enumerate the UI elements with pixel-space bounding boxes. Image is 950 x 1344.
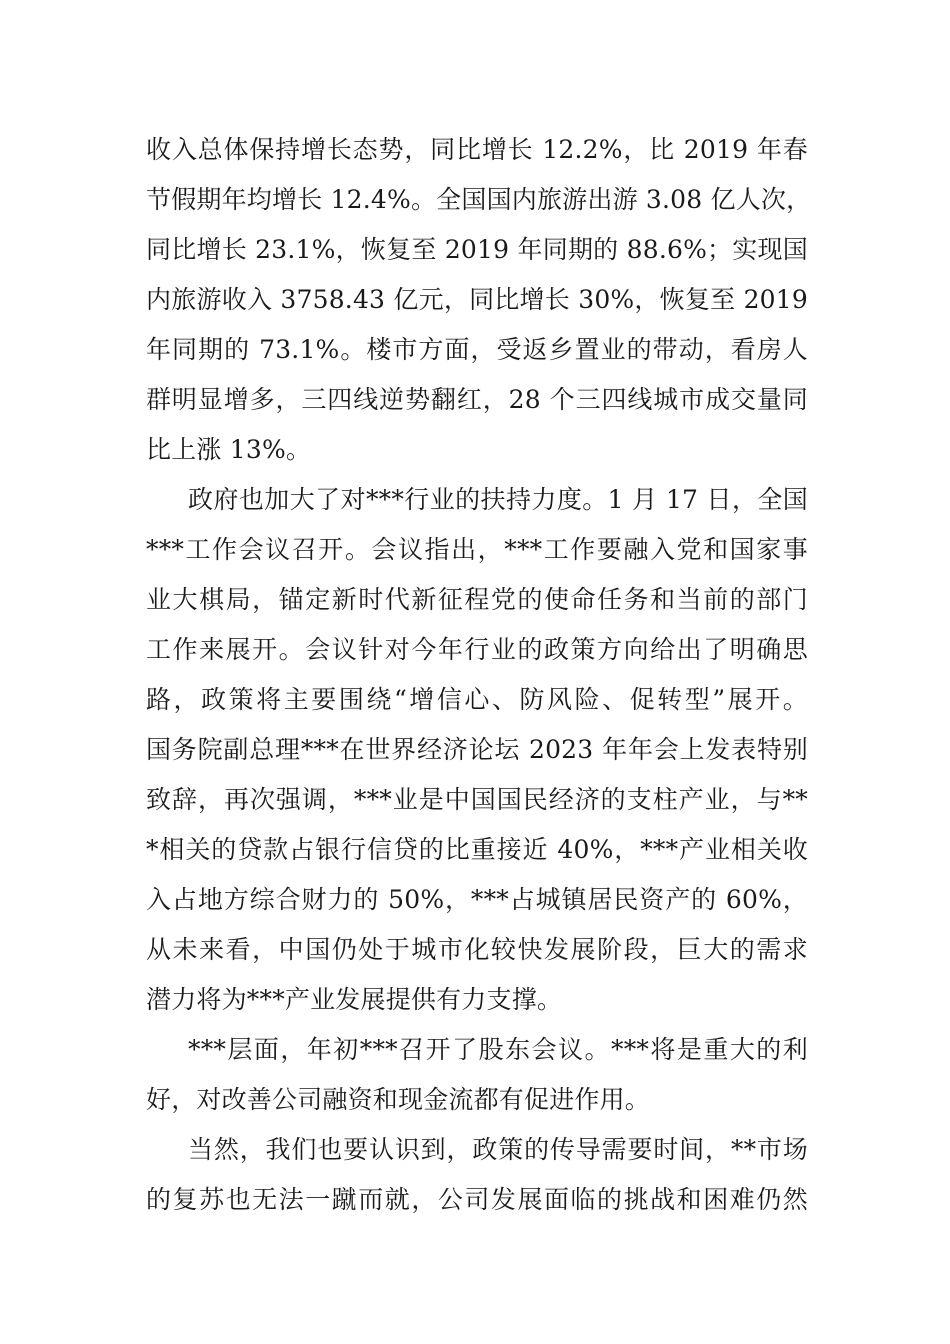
text-line: *相关的贷款占银行信贷的比重接近 40%，***产业相关收 <box>146 835 808 864</box>
text-line: 群明显增多，三四线逆势翻红，28 个三四线城市成交量同 <box>146 385 808 414</box>
text-line: 国务院副总理***在世界经济论坛 2023 年年会上发表特别 <box>146 735 808 764</box>
paragraph-government-support <box>146 475 808 1025</box>
text-line: 节假期年均增长 12.4%。全国国内旅游出游 3.08 亿人次， <box>146 185 812 214</box>
text-line: 同比增长 23.1%，恢复至 2019 年同期的 88.6%；实现国 <box>146 235 808 264</box>
document-body <box>146 125 812 1225</box>
text-line: 好，对改善公司融资和现金流都有促进作用。 <box>146 1085 651 1114</box>
text-line: ***层面，年初***召开了股东会议。***将是重大的利 <box>188 1035 808 1064</box>
text-line: 入占地方综合财力的 50%，***占城镇居民资产的 60%， <box>146 885 808 914</box>
text-line: 政府也加大了对***行业的扶持力度。1 月 17 日，全国 <box>188 485 808 514</box>
text-line: 的复苏也无法一蹴而就，公司发展面临的挑战和困难仍然 <box>146 1185 808 1214</box>
text-line: 当然，我们也要认识到，政策的传导需要时间，**市场 <box>188 1135 808 1164</box>
paragraph-shareholder-meeting <box>146 1025 808 1125</box>
text-line: 致辞，再次强调，***业是中国国民经济的支柱产业，与** <box>146 785 808 814</box>
paragraph-challenges <box>146 1125 808 1225</box>
text-line: 收入总体保持增长态势，同比增长 12.2%，比 2019 年春 <box>146 135 808 164</box>
text-line: 业大棋局，锚定新时代新征程党的使命任务和当前的部门 <box>146 585 808 614</box>
text-line: 从未来看，中国仍处于城市化较快发展阶段，巨大的需求 <box>146 935 808 964</box>
text-line: ***工作会议召开。会议指出，***工作要融入党和国家事 <box>146 535 808 564</box>
text-line: 潜力将为***产业发展提供有力支撑。 <box>146 985 563 1014</box>
paragraph-tourism-property <box>146 125 812 475</box>
text-line: 工作来展开。会议针对今年行业的政策方向给出了明确思 <box>146 635 808 664</box>
text-line: 年同期的 73.1%。楼市方面，受返乡置业的带动，看房人 <box>146 335 808 364</box>
text-line: 路，政策将主要围绕“增信心、防风险、促转型”展开。 <box>146 685 808 714</box>
text-line: 内旅游收入 3758.43 亿元，同比增长 30%，恢复至 2019 <box>146 285 808 314</box>
text-line: 比上涨 13%。 <box>146 435 312 464</box>
